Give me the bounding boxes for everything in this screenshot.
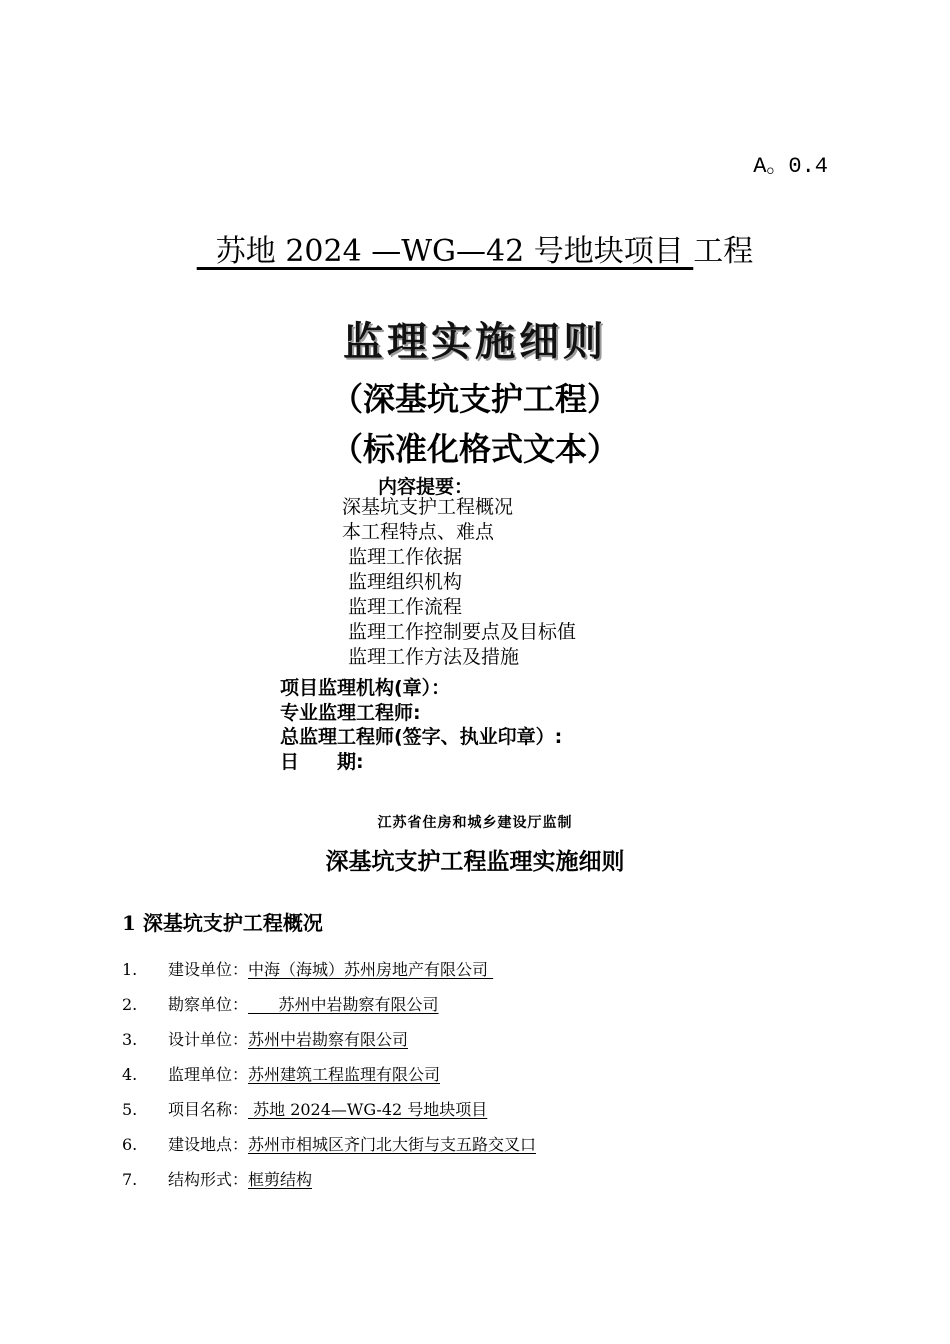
project-name: 苏地 2024 —WG—42 号地块项目 [196,234,694,269]
item-value: 苏地 2024—WG-42 号地块项目 [248,1100,488,1119]
overview-list [122,954,536,1199]
contents-list [342,495,576,670]
item-value: 苏州建筑工程监理有限公司 [248,1065,441,1084]
contents-heading: 内容提要： [378,476,474,498]
contents-item: 监理工作方法及措施 [342,646,520,668]
item-value: 中海（海城）苏州房地产有限公司 [248,960,494,979]
item-number: 4. [122,1065,138,1084]
item-number: 1. [122,960,138,979]
contents-item: 监理工作流程 [342,596,463,618]
contents-item: 深基坑支护工程概况 [342,496,514,518]
section-heading: 1 深基坑支护工程概况 [122,911,323,935]
overview-item [122,1094,536,1129]
overview-item [122,989,536,1024]
item-value: 苏州市相城区齐门北大街与支五路交叉口 [248,1135,537,1154]
signature-engineer: 专业监理工程师: [280,702,421,724]
contents-item: 监理组织机构 [342,571,463,593]
item-value: 苏州中岩勘察有限公司 [248,995,439,1014]
overview-item [122,1024,536,1059]
item-label: 设计单位： [168,1030,249,1049]
item-number: 3. [122,1030,138,1049]
project-suffix: 工程 [693,234,754,269]
signature-org: 项目监理机构(章）： [280,677,451,699]
item-number: 2. [122,995,138,1014]
item-label: 勘察单位： [168,995,249,1014]
subtitle-engineering-type: （深基坑支护工程） [330,380,619,418]
item-label: 监理单位： [168,1065,249,1084]
item-number: 5. [122,1100,138,1119]
document-title: 深基坑支护工程监理实施细则 [325,848,625,875]
item-value: 框剪结构 [248,1170,313,1189]
overview-item [122,1129,536,1164]
item-value: 苏州中岩勘察有限公司 [248,1030,409,1049]
overview-item [122,954,536,989]
item-number: 7. [122,1170,138,1189]
contents-item: 监理工作控制要点及目标值 [342,621,577,643]
form-code: A。0.4 [753,154,828,179]
item-label: 结构形式： [168,1170,249,1189]
item-number: 6. [122,1135,138,1154]
main-title: 监理实施细则 [343,319,607,365]
item-label: 建设单位： [168,960,249,979]
item-label: 建设地点： [168,1135,249,1154]
contents-item: 本工程特点、难点 [342,521,495,543]
subtitle-format: （标准化格式文本） [330,430,619,468]
project-title-line [0,226,950,270]
item-label: 项目名称： [168,1100,249,1119]
overview-item [122,1059,536,1094]
overview-item [122,1164,536,1199]
signature-date: 日 期: [280,751,364,773]
signature-chief: 总监理工程师(签字、执业印章）: [280,726,563,748]
issuer-line: 江苏省住房和城乡建设厅监制 [377,815,573,831]
contents-item: 监理工作依据 [342,546,463,568]
